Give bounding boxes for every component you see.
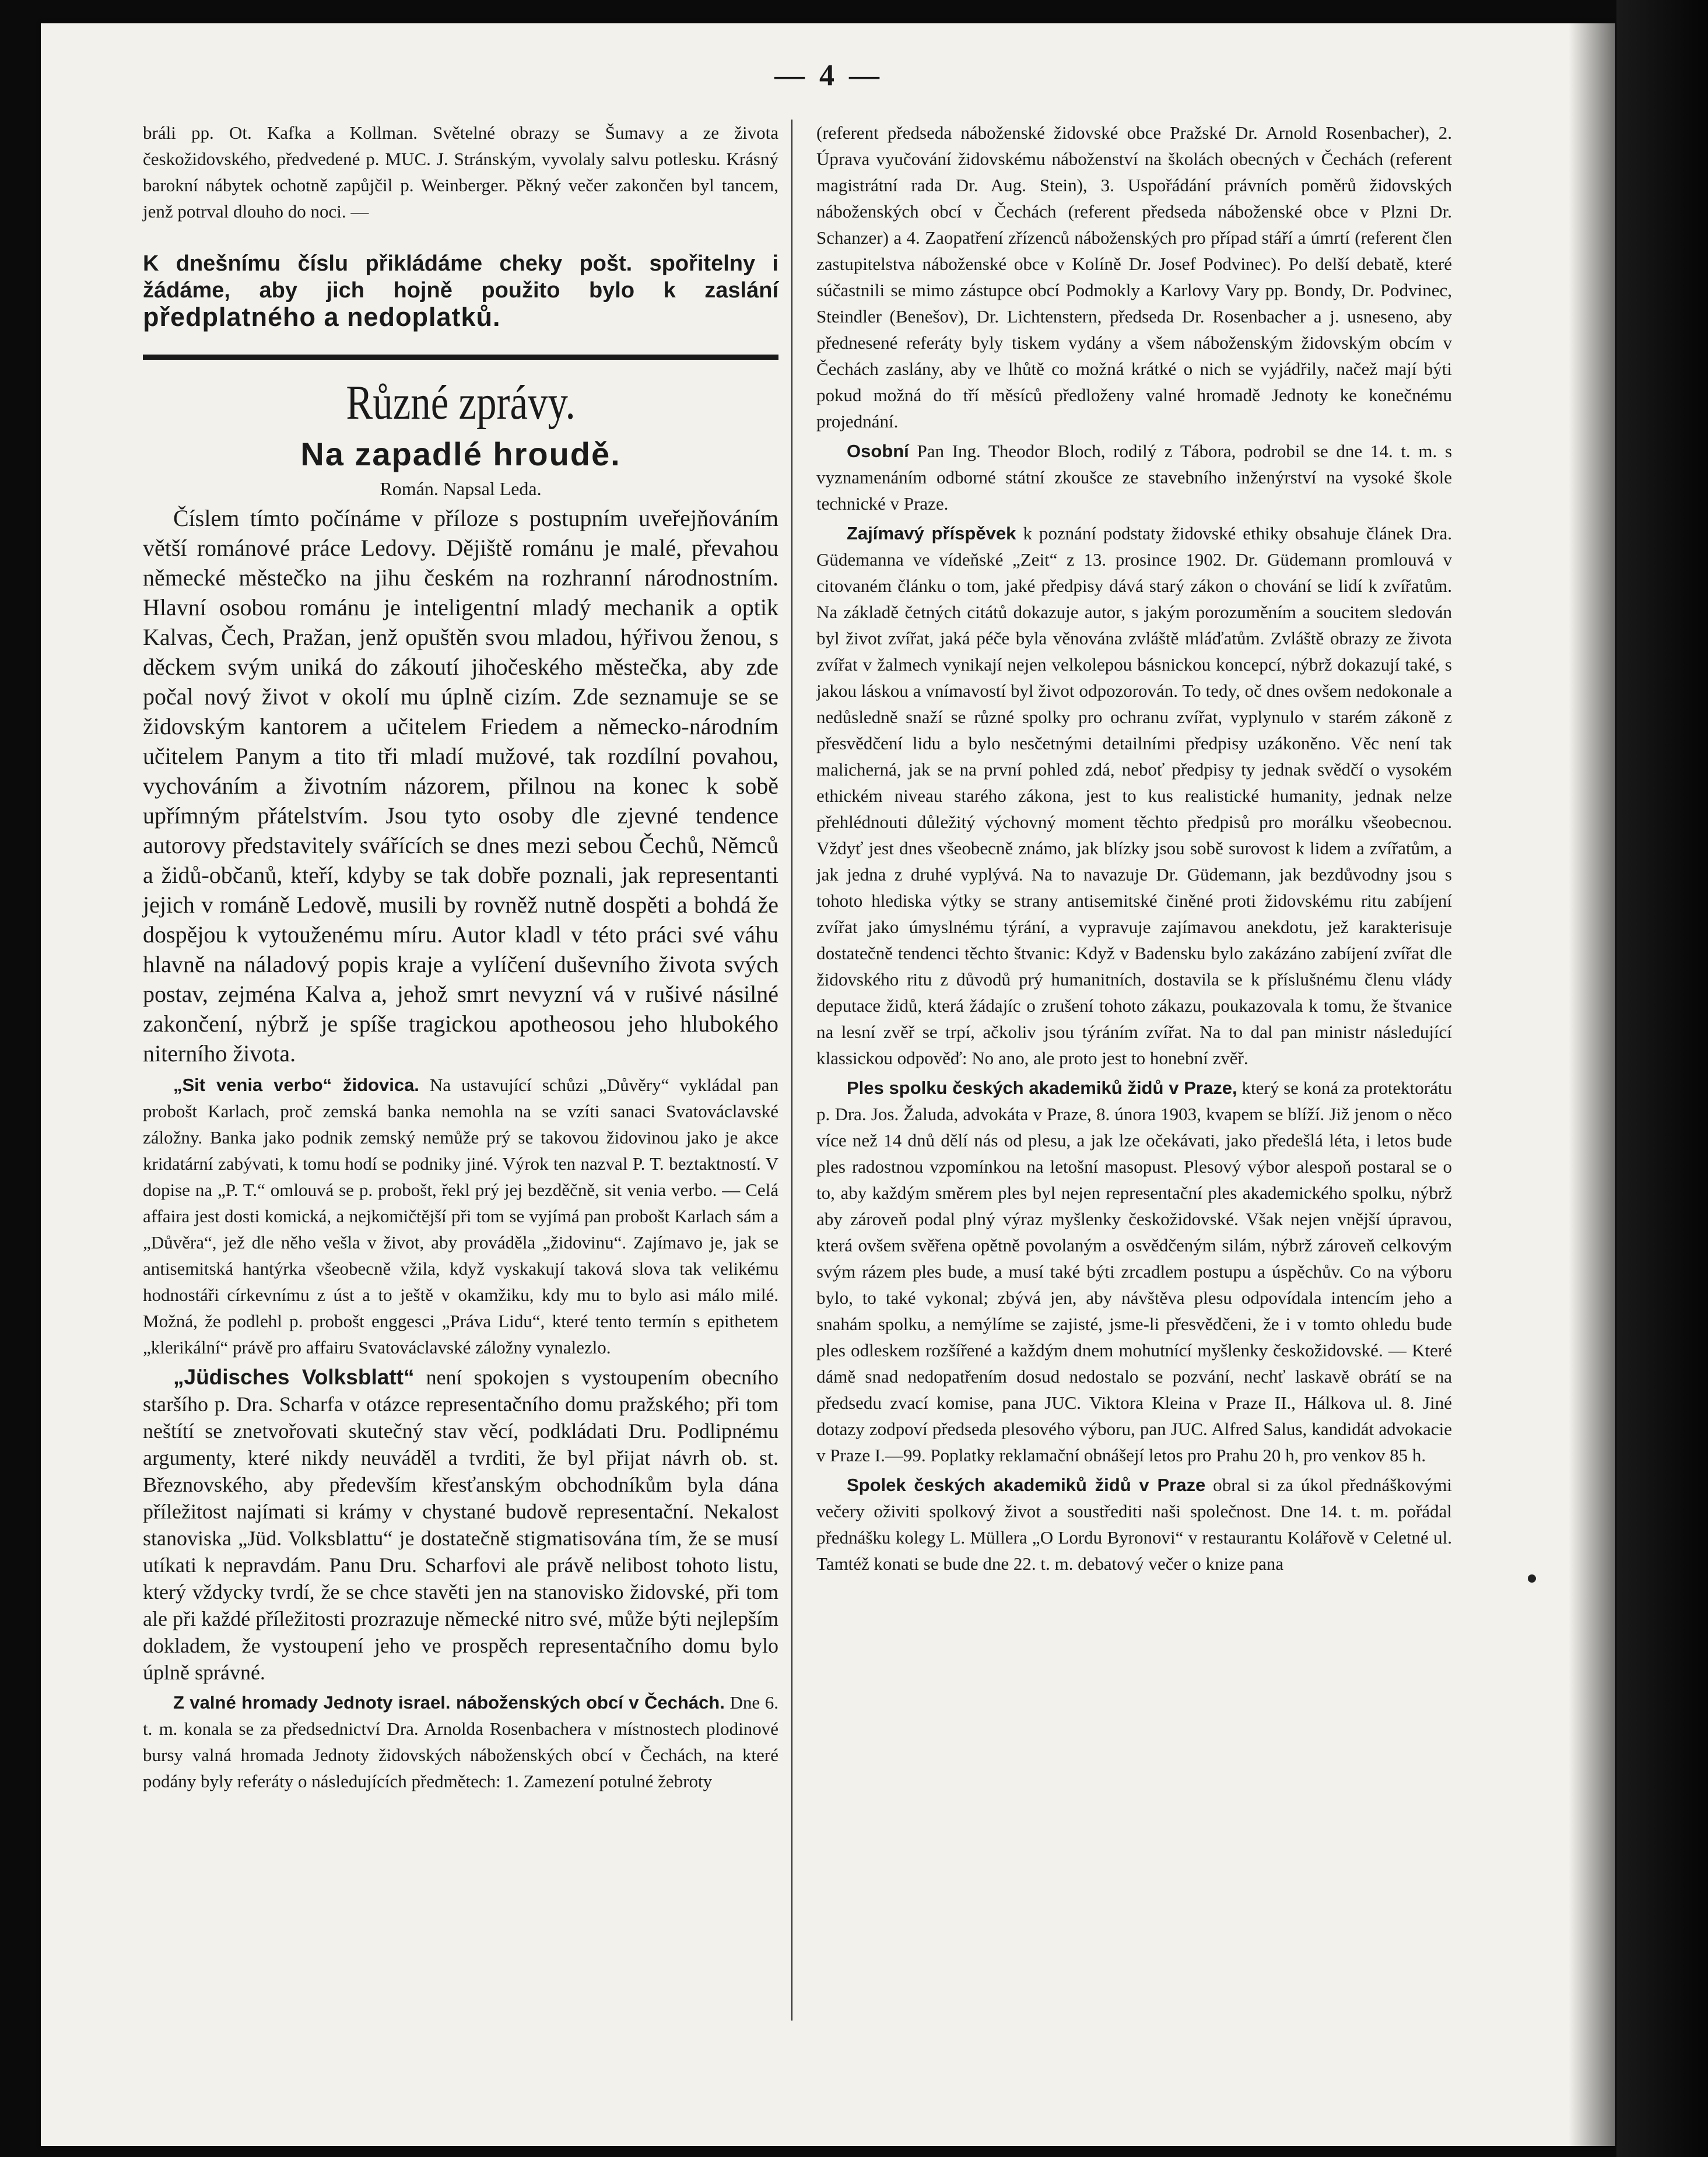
spolek-paragraph — [816, 1472, 1452, 1577]
osobni-text: Pan Ing. Theodor Bloch, rodilý z Tábora, podrobil se dne 14. t. m. s vyznamenáním odborné státní zkoušce ze stavebního inženýrství na vysoké škole technické v Praze. — [816, 441, 1453, 514]
notice-lead: K dnešnímu číslu přikládáme cheky pošt. spořitelny i žádáme, aby jich hojně použito bylo k zaslání — [143, 251, 778, 303]
jednota-lead: Z valné hromady Jednoty israel. náboženských obcí v Čechách. — [173, 1692, 725, 1713]
novel-title: Na zapadlé hroudě. — [300, 436, 621, 472]
notice-strong: předplatného a nedoplatků. — [143, 302, 501, 332]
sit-venia-paragraph — [143, 1072, 778, 1360]
prispevek-text: k poznání podstaty židovské ethiky obsahuje článek Dra. Güdemanna ve vídeňské „Zeit“ z 13. prosince 1902. Dr. Güdemann promlouvá v citovaném článku o tom, jaké předpisy dává starý zákon o chování se lidí k zvířatům. Na základě četných citátů dokazuje autor, s jakým porozuměním a soucitem sledován byl život zvířat, jaká péče byla věnována zvláště mláďatům. Zvláště obrazy ze života zvířat v žalmech vynikají nejen velkolepou básnickou koncepcí, nýbrž dokazují také, s jakou láskou a vnímavostí byl život odpozorován. To tedy, oč dnes ovšem nedokonale a nedůsledně snaží se různé spolky pro ochranu zvířat, vyplynulo v starém zákoně z přesvědčení lidu a bylo nesčetnými detailními předpisy uzákoněno. Věc není tak malicherná, jak se na první pohled zdá, neboť předpisy ty jednak svědčí o vysokém ethickém niveau starého zákona, jest to kus realistické humanity, jednak nelze přehlédnouti důležitý výchovný moment těchto předpisů pro morálku všeobecnou. Vždyť jest dnes všeobecně známo, jak blízky jsou sobě surovost k lidem a zvířatům, a jak jedna z druhé vyplývá. Na to navazuje Dr. Güdemann, jak bezdůvodny jsou s tohoto hlediska výtky se strany antisemitské činěné proti židovskému ritu zabíjení zvířat jako úmyslnému týrání, a vypravuje zajímavou anekdotu, jež karakterisuje dostatečně tendenci těchto štvanic: Když v Badensku bylo zakázáno zabíjení zvířat dle židovského ritu z důvodů prý humanitních, dostavila se k příslušnému členu vlády deputace židů, která žádajíc o zrušení tohoto zákazu, poukazovala k tomu, že štvanice na lesní zvěř se trpí, ačkoliv jsou týráním zvířat. Na to dal pan ministr následující klassickou odpověď: No ano, ale proto jest to honební zvěř. — [816, 523, 1453, 1068]
prispevek-lead: Zajímavý příspěvek — [847, 523, 1016, 543]
ples-text: který se koná za protektorátu p. Dra. Jos. Žaluda, advokáta v Praze, 8. února 1903, kvapem se blíží. Již jenom o něco více než 14 dnů dělí nás od plesu, a jak lze očekávati, jako předešlá léta, i letos bude ples radostnou vzpomínkou na letošní masopust. Plesový výbor alespoň postaral se o to, aby každým směrem ples byl nejen representační ples akademického spolku, nýbrž aby zároveň podal plný výraz myšlenky českožidovské. Však nejen vnější úpravou, která ovšem svěřena opětně povolaným a osvědčeným silám, nýbrž zároveň celkovým svým rázem ples bude, a musí také býti zrcadlem postupu a úspěchův. Co na výboru bylo, to také vykonal; zbývá jen, aby návštěva plesu odpovídala intencím jeho a snahám spolku, a nemýlíme se zajisté, jsme-li přesvědčeni, že i v tomto ohledu bude ples odleskem rozšířené a každým dnem mohutnící myšlenky českožidovské. — Které dámě snad nedopatřením dosud nedostalo se pozvání, nechť laskavě obrátí se na předsedu zvací komise, pana JUC. Viktora Kleina v Praze II., Hálkova ul. 8. Jiné dotazy zodpoví předseda plesového výboru, pan JUC. Alfred Salus, kandidát advokacie v Praze I.—99. Poplatky reklamační obnášejí letos pro Prahu 20 h, pro venkov 85 h. — [816, 1078, 1452, 1465]
intro-paragraph: bráli pp. Ot. Kafka a Kollman. Světelné obrazy se Šumavy a ze života českožidovského, předvedené p. MUC. J. Stránským, vyvolaly salvu potlesku. Krásný barokní nábytek ochotně zapůjčil p. Weinberger. Pěkný večer zakončen byl tancem, jenž potrval dlouho do noci. — — [143, 122, 778, 222]
section-title: Různé zprávy. — [346, 376, 576, 430]
volksblatt-text: není spokojen s vystoupením obecního staršího p. Dra. Scharfa v otázce representačního domu pražského; při tom neštítí se znetvořovati skutečný stav věcí, podkládati Dru. Podlipnému argumenty, které nikdy neuváděl a tvrditi, že byl přijat návrh ob. st. Březnovského, aby především křesťanským obchodníkům byla dána příležitost najímati si krámy v chystané budově representační. Nekalost stanoviska „Jüd. Volksblattu“ je dostatečně stigmatisována tím, že se musí utíkati k nepravdám. Panu Dru. Scharfovi ale právě nelibost tohoto listu, který vždycky tvrdí, že se chce stavěti jen na stanovisko židovské, při tom ale při každé příležitosti prozrazuje německé nitro své, může býti nejlepším dokladem, že vystoupení jeho ve prospěch representačního domu bylo úplně správné. — [143, 1366, 779, 1684]
sit-venia-text: Na ustavující schůzi „Důvěry“ vykládal pan probošt Karlach, proč zemská banka nemohla na se vzíti sanaci Svatováclavské záložny. Banka jako podnik zemský nemůže prý se takovou židovinou jako je akce kridatární zabývati, k tomu hodí se podniky jiné. Výrok ten nazval P. T. beztaktností. V dopise na „P. T.“ omlouvá se p. probošt, řekl prý jej bezděčně, sit venia verbo. — Celá affaira jest dosti komická, a nejkomičtější při tom se vyjímá pan probošt Karlach sám a „Důvěra“, jež dle něho vešla v život, aby prováděla „židovinu“. Zajímavo je, jak se antisemitská hantýrka všeobecně vžila, když vyskakují taková slova tak velikému hodnostáři církevnímu z úst a to ještě v okamžiku, kdy mu to bylo asi málo milé. Možná, že podlehl p. probošt enggesci „Práva Lidu“, které tento termín s epithetem „klerikální“ právě pro affairu Svatováclavské záložny vynalezlo. — [143, 1075, 779, 1358]
scan-margin — [1616, 0, 1708, 2157]
volksblatt-lead: „Jüdisches Volksblatt“ — [173, 1365, 415, 1389]
ples-paragraph — [816, 1075, 1452, 1468]
ink-spot — [1528, 1574, 1536, 1583]
column-rule — [791, 120, 792, 2021]
jednota-text: Dne 6. t. m. konala se za předsednictví Dra. Arnolda Rosenbachera v místnostech plodinové bursy valná hromada Jednoty židovských náboženských obcí v Čechách, na které podány byly referáty o následujících předmětech: 1. Zamezení potulné žebroty — [143, 1692, 778, 1791]
novel-paragraph: Číslem tímto počínáme v příloze s postupním uveřejňováním větší románové práce Ledovy. Dějiště románu je malé, převahou německé městečko na jihu českém na rozhranní národnostním. Hlavní osobou románu je inteligentní mladý mechanik a optik Kalvas, Čech, Pražan, jenž opuštěn svou mladou, hýřivou ženou, s děckem svým uniká do zákoutí jihočeského městečka, aby zde počal nový život v okolí mu úplně cizím. Zde seznamuje se se židovským kantorem a učitelem Friedem a německo-národním učitelem Panym a tito tři mladí mužové, tak rozdílní povahou, vychováním a životním názorem, přilnou na konec k sobě upřímným přátelstvím. Jsou tyto osoby dle zjevné tendence autorovy představitely svářících se dnes mezi sebou Čechů, Němců a židů-občanů, kteří, kdyby se tak dobře poznali, jak representanti jejich v románě Ledově, musili by rovněž nutně dospěti a bohdá že dospějou k vytouženému míru. Autor kladl v této práci své váhu hlavně na náladový popis kraje a vylíčení duševního života svých postav, zejména Kalva a, jehož smrt nevyzní vá v rušivé násilné zakončení, nýbrž je spíše tragickou apotheosou jeho hlubokého niterního života. — [143, 505, 778, 1067]
right-column — [816, 120, 1452, 1580]
section-divider — [143, 355, 778, 360]
osobni-lead: Osobní — [847, 441, 909, 461]
ples-lead: Ples spolku českých akademiků židů v Praze, — [847, 1078, 1237, 1098]
left-column — [143, 120, 778, 1798]
sit-venia-lead: „Sit venia verbo“ židovica. — [173, 1075, 419, 1095]
volksblatt-paragraph — [143, 1364, 778, 1686]
osobni-paragraph — [816, 438, 1452, 517]
spolek-lead: Spolek českých akademiků židů v Praze — [847, 1475, 1206, 1495]
jednota-continuation: (referent předseda náboženské židovské obce Pražské Dr. Arnold Rosenbacher), 2. Úprava vyučování židovskému náboženství na školách obecných v Čechách (referent magistrátní rada Dr. Aug. Stein), 3. Uspořádání právních poměrů židovských náboženských obcí v Čechách (referent předseda náboženské obce v Plzni Dr. Schanzer) a 4. Zaopatření zřízenců náboženských pro případ stáří a úmrtí (referent člen zastupitelstva náboženské obce v Kolíně Dr. Josef Podvinec). Po delší debatě, které súčastnili se mimo zástupce obcí Podmokly a Karlovy Vary pp. Bondy, Dr. Podvinec, Steindler (Benešov), Dr. Lichtenstern, předseda Dr. Rosenbacher a j. usneseno, aby přednesené referáty byly tiskem vydány a všem náboženským židovským obcím v Čechách zaslány, aby ve lhůtě co možná krátké o nich se vyjádřily, načež mají býti pokud možná do tří měsíců předloženy valné hromadě Jednoty ke konečnému projednání. — [816, 122, 1452, 432]
jednota-paragraph — [143, 1689, 778, 1794]
prispevek-paragraph — [816, 520, 1452, 1071]
page-edge-shadow — [1569, 23, 1616, 2146]
subscription-notice — [143, 228, 778, 342]
novel-byline: Román. Napsal Leda. — [380, 478, 542, 499]
page-number: — 4 — — [774, 59, 883, 92]
spolek-text: obral si za úkol přednáškovými večery oživiti spolkový život a soustřediti naši společnost. Dne 14. t. m. pořádal přednášku kolegy L. Müllera „O Lordu Byronovi“ v restaurantu Kolářově v Celetné ul. Tamtéž konati se bude dne 22. t. m. debatový večer o knize pana — [816, 1475, 1453, 1574]
